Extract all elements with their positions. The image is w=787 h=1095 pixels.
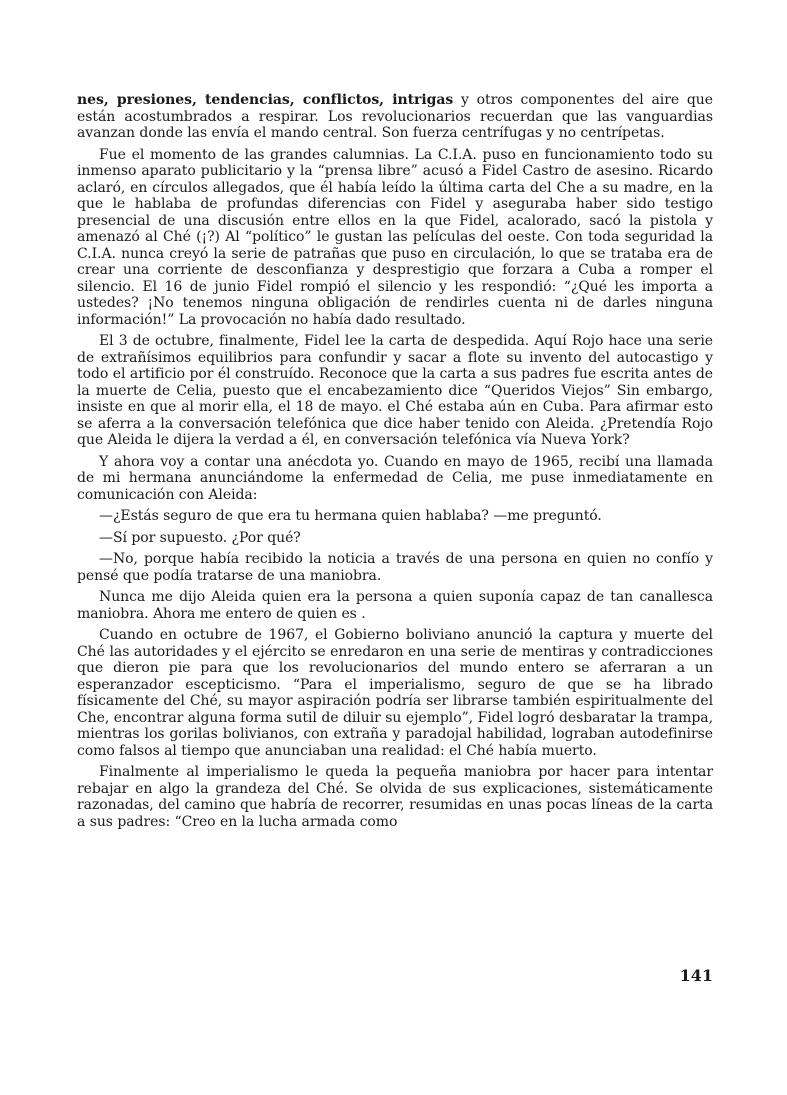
dialogue-line-2: —Sí por supuesto. ¿Por qué? <box>99 529 301 546</box>
paragraph-2: Fue el momento de las grandes calumnias. La C.I.A. puso en funcionamiento todo su inmenso aparato publicitario y la “prensa libre” acusó a Fidel Castro de asesino. Ricardo aclaró, en círculos allegados, que él había leído la última carta del Che a su madre, en la que le hablaba de profundas diferencias con Fidel y aseguraba haber sido testigo presencial de una discusión entre ellos en la que Fidel, acalorado, sacó la pistola y amenazó al Ché (¡?) Al “político” le gustan las películas del oeste. Con toda seguridad la C.I.A. nunca creyó la serie de patrañas que puso en circulación, lo que se trataba era de crear una corriente de desconfianza y desprestigio que forzara a Cuba a romper el silencio. El 16 de junio Fidel rompió el silencio y les respondió: “¿Qué les importa a ustedes? ¡No tenemos ninguna obligación de rendirles cuenta ni de darles ninguna información!” La provocación no había dado resultado. <box>77 146 713 328</box>
paragraph-1 <box>77 92 713 142</box>
paragraph-4: Y ahora voy a contar una anécdota yo. Cuando en mayo de 1965, recibí una llamada de mi hermana anunciándome la enfermedad de Celia, me puse inmediatamente en comunicación con Aleida: <box>77 453 713 503</box>
dialogue-line-1: —¿Estás seguro de que era tu hermana quien hablaba? —me preguntó. <box>99 508 602 524</box>
dialogue-line-3: —No, porque había recibido la noticia a través de una persona en quien no confío y pensé que podía tratarse de una maniobra. <box>77 551 713 584</box>
paragraph-6: Cuando en octubre de 1967, el Gobierno boliviano anunció la captura y muerte del Ché las autoridades y el ejército se enredaron en una serie de mentiras y contradicciones que dieron pie para que los revolucionarios del mundo entero se aferraran a un esperanzador escepticismo. “Para el imperialismo, seguro de que se ha librado físicamente del Ché, su mayor aspiración podría ser librarse también espiritualmente del Che, encontrar alguna forma sutil de diluir su ejemplo”, Fidel logró desbaratar la trampa, mientras los gorilas bolivianos, con extraña y paradojal habilidad, lograban autodefinirse como falsos al tiempo que anunciaban una realidad: el Ché había muerto. <box>77 627 713 759</box>
paragraph-5: Nunca me dijo Aleida quien era la persona a quien suponía capaz de tan canallesca maniobra. Ahora me entero de quien es . <box>77 589 713 622</box>
page-number: 141 <box>679 966 713 985</box>
paragraph-7: Finalmente al imperialismo le queda la pequeña maniobra por hacer para intentar rebajar en algo la grandeza del Ché. Se olvida de sus explicaciones, sistemáticamente razonadas, del camino que habría de recorrer, resumidas en unas pocas líneas de la carta a sus padres: “Creo en la lucha armada como <box>77 764 713 830</box>
paragraph-3: El 3 de octubre, finalmente, Fidel lee la carta de despedida. Aquí Rojo hace una serie de extrañísimos equilibrios para confundir y sacar a flote su invento del autocastigo y todo el artificio por él construído. Reconoce que la carta a sus padres fue escrita antes de la muerte de Celia, puesto que el encabezamiento dice “Queridos Viejos” Sin embargo, insiste en que al morir ella, el 18 de mayo. el Ché estaba aún en Cuba. Para afirmar esto se aferra a la conversación telefónica que dice haber tenido con Aleida. ¿Pretendía Rojo que Aleida le dijera la verdad a él, en conversación telefónica vía Nueva York? <box>77 333 713 448</box>
paragraph-1-lead: nes, presiones, tendencias, conflictos, intrigas <box>77 92 454 108</box>
page-body <box>77 92 713 835</box>
paragraph-1-text: y otros componentes del aire que están acostumbrados a respirar. Los revolucionarios recuerdan que las vanguardias avanzan donde las envía el mando central. Son fuerza centrífugas y no centrípetas. <box>77 92 713 141</box>
